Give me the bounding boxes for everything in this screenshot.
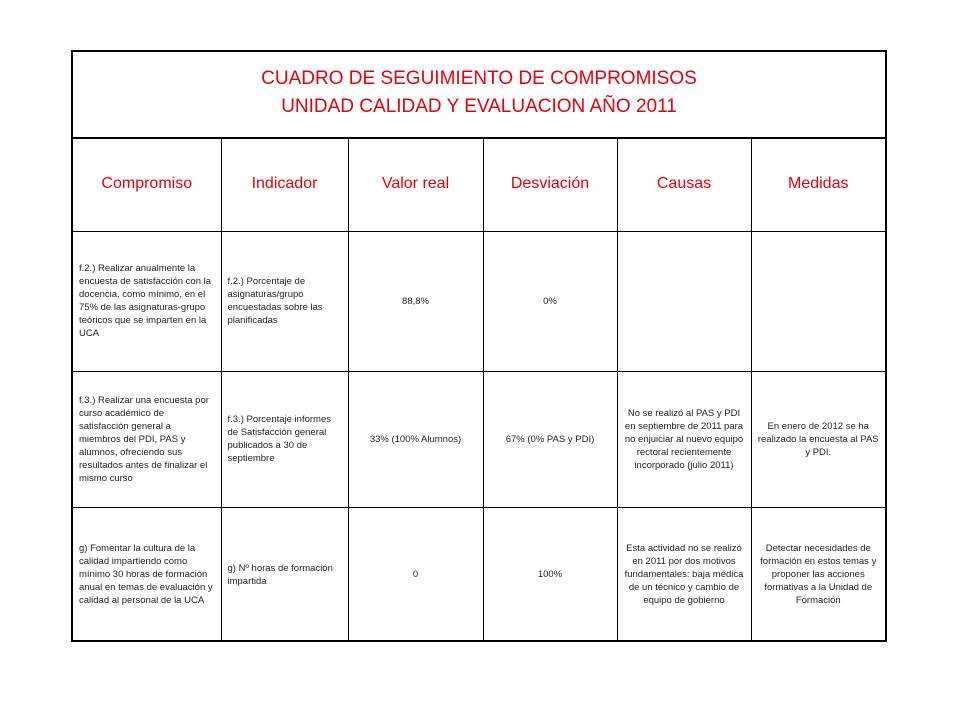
cell-valor-real: 0	[348, 507, 483, 642]
commitments-table	[73, 137, 885, 642]
title-line-2: UNIDAD CALIDAD Y EVALUACION AÑO 2011	[281, 96, 677, 117]
title-line-1: CUADRO DE SEGUIMIENTO DE COMPROMISOS	[261, 68, 697, 89]
cell-desviacion: 0%	[483, 231, 617, 371]
table-row	[73, 231, 885, 371]
header-compromiso: Compromiso	[73, 137, 221, 231]
cell-causas	[617, 231, 751, 371]
cell-indicador: f.3.) Porcentaje informes de Satisfacción general publicados a 30 de septiembre	[221, 371, 348, 507]
cell-indicador: g) Nº horas de formación impartida	[221, 507, 348, 642]
cell-causas: Esta actividad no se realizó en 2011 por dos motivos fundamentales: baja médica de un técnico y cambio de equipo de gobierno	[617, 507, 751, 642]
header-valor-real: Valor real	[348, 137, 483, 231]
table-row	[73, 371, 885, 507]
cell-indicador: f.2.) Porcentaje de asignaturas/grupo encuestadas sobre las planificadas	[221, 231, 348, 371]
header-medidas: Medidas	[751, 137, 885, 231]
cell-medidas: En enero de 2012 se ha realizado la encuesta al PAS y PDI.	[751, 371, 885, 507]
cell-desviacion: 67% (0% PAS y PDI)	[483, 371, 617, 507]
cell-compromiso: g) Fomentar la cultura de la calidad impartiendo como mínimo 30 horas de formación anual en temas de evaluación y calidad al personal de la UCA	[73, 507, 221, 642]
header-causas: Causas	[617, 137, 751, 231]
cell-medidas: Detectar necesidades de formación en estos temas y proponer las acciones formativas a la Unidad de Formación	[751, 507, 885, 642]
header-desviacion: Desviación	[483, 137, 617, 231]
tracking-table-frame	[71, 50, 887, 642]
cell-causas: No se realizó al PAS y PDI en septiembre de 2011 para no enjuiciar al nuevo equipo rectoral recientemente incorporado (julio 2011)	[617, 371, 751, 507]
header-indicador: Indicador	[221, 137, 348, 231]
cell-compromiso: f.3.) Realizar una encuesta por curso académico de satisfacción general a miembros del PDI, PAS y alumnos, ofreciendo sus resultados antes de finalizar el mismo curso	[73, 371, 221, 507]
header-row	[73, 137, 885, 231]
cell-medidas	[751, 231, 885, 371]
cell-valor-real: 33% (100% Alumnos)	[348, 371, 483, 507]
cell-compromiso: f.2.) Realizar anualmente la encuesta de satisfacción con la docencia, como mínimo, en el 75% de las asignaturas-grupo teóricos que se imparten en la UCA	[73, 231, 221, 371]
cell-valor-real: 88,8%	[348, 231, 483, 371]
table-row	[73, 507, 885, 642]
table-title	[73, 52, 885, 139]
cell-desviacion: 100%	[483, 507, 617, 642]
